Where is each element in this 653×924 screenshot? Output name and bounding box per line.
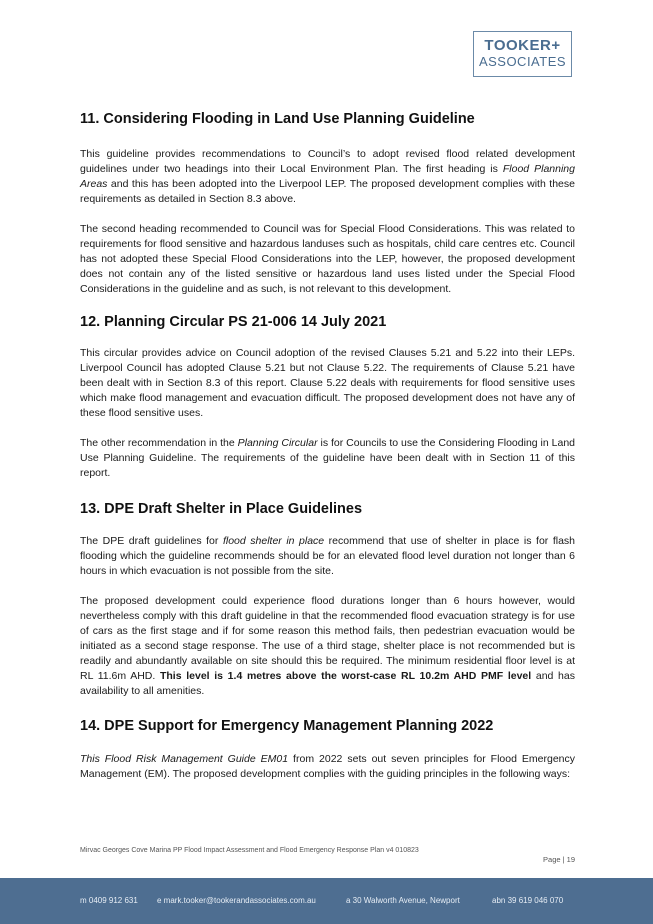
logo-line-1: TOOKER+ [484, 37, 561, 54]
document-title-footer: Mirvac Georges Cove Marina PP Flood Impact Assessment and Flood Emergency Response Plan v4 010823 [80, 847, 419, 854]
section-13-paragraph-2: The proposed development could experience flood durations longer than 6 hours however, would nevertheless comply with this draft guideline in that the recommended flood evacuation strategy is for use of cars as the first stage and if for some reason this method fails, then pedestrian evacuation would be initiated as a second stage response. The use of a third stage, shelter place is not recommended but is readily and abundantly available on site should this be required. The minimum residential floor level is at RL 11.6m AHD. This level is 1.4 metres above the worst-case RL 10.2m AHD PMF level and has availability to all amenities. [80, 595, 575, 697]
document-body [80, 108, 575, 782]
footer-address: a 30 Walworth Avenue, Newport [346, 896, 460, 905]
company-logo [473, 31, 572, 77]
logo-line-2: ASSOCIATES [478, 54, 567, 69]
page-number: Page | 19 [543, 855, 575, 864]
section-12-paragraph-2: The other recommendation in the Planning Circular is for Councils to use the Considering Flooding in Land Use Planning Guideline. The requirements of the guideline have been dealt with in Section 11 of this report. [80, 437, 575, 479]
section-12-heading: 12. Planning Circular PS 21-006 14 July 2021 [80, 314, 387, 330]
section-11-paragraph-1: This guideline provides recommendations to Council’s to adopt revised flood related development guidelines under two headings into their Local Environment Plan. The first heading is Flood Planning Areas and this has been adopted into the Liverpool LEP. The proposed development complies with these requirements as detailed in Section 8.3 above. [80, 148, 575, 205]
footer-phone: m 0409 912 631 [80, 896, 138, 905]
footer-email: e mark.tooker@tookerandassociates.com.au [157, 896, 316, 905]
contact-footer-bar [0, 878, 653, 924]
section-12-paragraph-1: This circular provides advice on Council adoption of the revised Clauses 5.21 and 5.22 into their LEPs. Liverpool Council has adopted Clause 5.21 but not Clause 5.22. The requirements of Clause 5.21 have been dealt with in Section 8.3 of this report. Clause 5.22 deals with requirements for flood sensitive uses which make flood management and evacuation difficult. The proposed development does not have any of these flood sensitive uses. [80, 347, 575, 419]
section-13-paragraph-1: The DPE draft guidelines for flood shelter in place recommend that use of shelter in place is for flash flooding which the guideline recommends should be for an elevated flood level duration not longer than 6 hours in which evacuation is not possible from the site. [80, 535, 575, 577]
section-13-heading: 13. DPE Draft Shelter in Place Guidelines [80, 501, 363, 517]
section-14-paragraph-1: This Flood Risk Management Guide EM01 from 2022 sets out seven principles for Flood Emergency Management (EM). The proposed development complies with the guiding principles in the following ways: [80, 753, 575, 780]
section-14-heading: 14. DPE Support for Emergency Management Planning 2022 [80, 718, 494, 734]
section-11-paragraph-2: The second heading recommended to Council was for Special Flood Considerations. This was related to requirements for flood sensitive and hazardous landuses such as hospitals, child care centres etc. Council has not adopted these Special Flood Considerations into the LEP, however, the proposed development does not contain any of the listed sensitive or hazardous land uses listed under the Special Flood Considerations in the guideline and as such, is not relevant to this development. [80, 223, 575, 295]
section-11-heading: 11. Considering Flooding in Land Use Planning Guideline [80, 111, 475, 127]
footer-abn: abn 39 619 046 070 [492, 896, 564, 905]
